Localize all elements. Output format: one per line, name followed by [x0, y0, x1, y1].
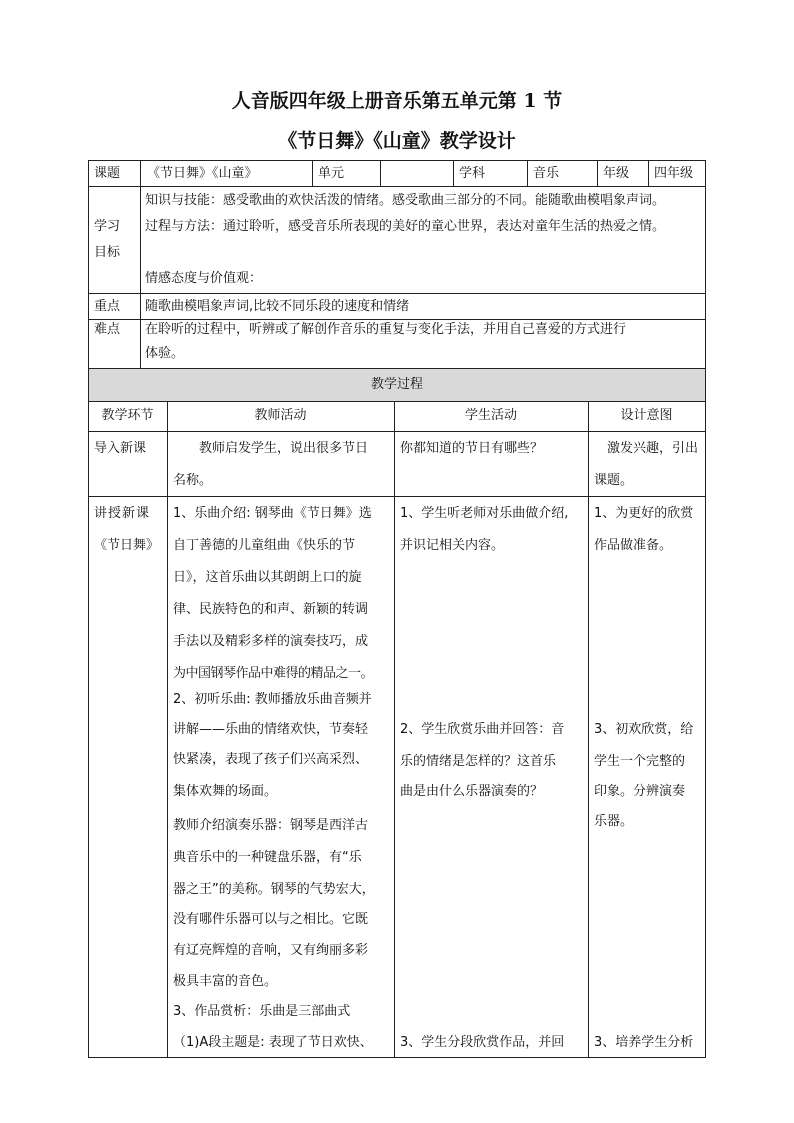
- keti-label: 课题: [94, 166, 121, 181]
- xueke-label: 学科: [459, 166, 486, 181]
- teacher-line: 教师启发学生，说出很多节日: [173, 441, 369, 456]
- teacher-line: 手法以及精彩多样的演奏技巧，成: [173, 634, 369, 649]
- teacher-line: 3、作品赏析：乐曲是三部曲式: [173, 1004, 351, 1019]
- table-line: [380, 160, 381, 186]
- stage-cell: 讲授新课: [94, 506, 151, 521]
- teacher-line: 典音乐中的一种键盘乐器，有“乐: [173, 850, 362, 865]
- intent-line: 作品做准备。: [594, 538, 673, 553]
- difficulty-line: 在聆听的过程中，听辨或了解创作音乐的重复与变化手法，并用自己喜爱的方式进行: [145, 322, 627, 337]
- goals-label-line1: 学习: [94, 219, 121, 234]
- teacher-line: 名称。: [173, 473, 213, 488]
- teacher-line: 集体欢舞的场面。: [173, 784, 278, 799]
- intent-line: 3、初欢欣赏，给: [594, 722, 694, 737]
- intent-line: 3、培养学生分析: [594, 1035, 694, 1050]
- teacher-line: 为中国钢琴作品中难得的精品之一。: [173, 666, 374, 681]
- teacher-line: 教师介绍演奏乐器：钢琴是西洋古: [173, 818, 369, 833]
- column-header-intent: 设计意图: [620, 408, 673, 423]
- teacher-line: 器之王”的美称。钢琴的气势宏大，: [173, 882, 375, 897]
- table-line: [140, 160, 141, 369]
- table-border-right: [705, 160, 706, 1058]
- column-header-teacher: 教师活动: [254, 408, 307, 423]
- student-line: 2、学生欣赏乐曲并回答：音: [400, 722, 565, 737]
- column-header-stage: 教学环节: [101, 408, 154, 423]
- nianji-label: 年级: [603, 166, 630, 181]
- table-line: [588, 401, 589, 1058]
- xueke-value: 音乐: [533, 166, 560, 181]
- teacher-line: 极具丰富的音色。: [173, 974, 278, 989]
- student-line: 并识记相关内容。: [400, 538, 505, 553]
- teacher-line: 日》，这首乐曲以其朗朗上口的旋: [173, 570, 362, 585]
- table-line: [648, 160, 649, 186]
- document-title: 人音版四年级上册音乐第五单元第 1 节: [231, 90, 563, 112]
- table-line: [453, 160, 454, 186]
- table-line: [167, 401, 168, 1058]
- goals-label-line2: 目标: [94, 245, 121, 260]
- table-line: [597, 160, 598, 186]
- intent-line: 印象。分辨演奏: [594, 784, 686, 799]
- stage-cell: 导入新课: [94, 441, 147, 456]
- document-subtitle: 《节日舞》《山童》教学设计: [278, 130, 516, 152]
- goals-line: 过程与方法：通过聆听，感受音乐所表现的美好的童心世界，表达对童年生活的热爱之情。: [145, 219, 666, 234]
- stage-cell: 《节日舞》: [94, 538, 160, 553]
- teacher-line: 1、乐曲介绍: 钢琴曲《节日舞》选: [173, 506, 372, 521]
- intent-line: 激发兴趣，引出: [594, 441, 699, 456]
- teacher-line: 有辽亮辉煌的音响，又有绚丽多彩: [173, 943, 369, 958]
- table-line: [527, 160, 528, 186]
- teacher-line: 自丁善德的儿童组曲《快乐的节: [173, 538, 356, 553]
- goals-line: 情感态度与价值观：: [145, 271, 263, 286]
- teacher-line: 快紧凑，表现了孩子们兴高采烈、: [173, 752, 369, 767]
- student-line: 你都知道的节日有哪些？: [400, 441, 544, 456]
- student-line: 1、学生听老师对乐曲做介绍,: [400, 506, 569, 521]
- column-header-student: 学生活动: [464, 408, 517, 423]
- student-line: 乐的情绪是怎样的？这首乐: [400, 754, 557, 769]
- teacher-line: 讲解——乐曲的情绪欢快，节奏轻: [173, 722, 369, 737]
- difficulty-line: 体验。: [145, 346, 185, 361]
- intent-line: 课题。: [594, 473, 634, 488]
- keti-value: 《节日舞》《山童》: [147, 166, 258, 181]
- intent-line: 乐器。: [594, 814, 634, 829]
- intent-line: 1、为更好的欣赏: [594, 506, 694, 521]
- danyuan-label: 单元: [318, 166, 345, 181]
- nianji-value: 四年级: [654, 166, 694, 181]
- difficulty-label: 难点: [94, 322, 121, 337]
- student-line: 3、学生分段欣赏作品，并回: [400, 1035, 565, 1050]
- teacher-line: 没有哪件乐器可以与之相比。它既: [173, 912, 369, 927]
- teacher-line: 2、初听乐曲: 教师播放乐曲音频并: [173, 692, 372, 707]
- goals-line: 知识与技能：感受歌曲的欢快活泼的情绪。感受歌曲三部分的不同。能随歌曲模唱象声词。: [145, 193, 666, 208]
- table-line: [312, 160, 313, 186]
- process-heading: 教学过程: [370, 377, 423, 392]
- key-point-label: 重点: [94, 299, 121, 314]
- key-point-text: 随歌曲模唱象声词,比较不同乐段的速度和情绪: [145, 299, 410, 314]
- student-line: 曲是由什么乐器演奏的？: [400, 784, 544, 799]
- table-border-left: [88, 160, 89, 1058]
- table-line: [394, 401, 395, 1058]
- teacher-line: （1)A段主题是: 表现了节日欢快、: [173, 1035, 373, 1050]
- teacher-line: 律、民族特色的和声、新颖的转调: [173, 602, 369, 617]
- intent-line: 学生一个完整的: [594, 754, 686, 769]
